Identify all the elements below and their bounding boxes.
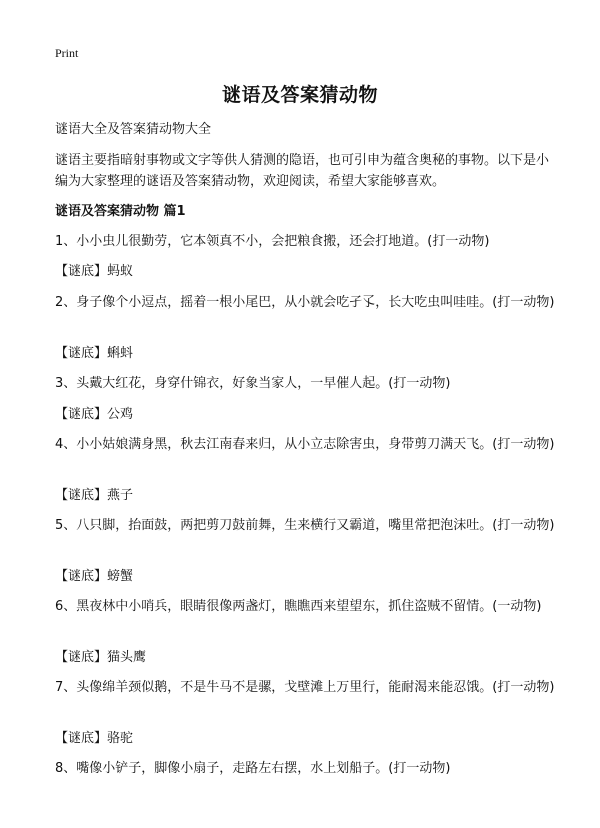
riddle-question: 2、身子像个小逗点，摇着一根小尾巴，从小就会吃孑孓，长大吃虫叫哇哇。(打一动物): [55, 295, 555, 310]
riddle-answer: 【谜底】骆驼: [55, 731, 134, 746]
riddle-answer: 【谜底】燕子: [55, 488, 134, 503]
page-title: 谜语及答案猜动物: [221, 84, 378, 106]
riddle-question: 1、小小虫儿很勤劳，它本领真不小，会把粮食搬，还会打地道。(打一动物): [55, 234, 490, 249]
riddle-question: 4、小小姑娘满身黑，秋去江南春来归，从小立志除害虫，身带剪刀满天飞。(打一动物): [55, 437, 555, 452]
riddle-answer: 【谜底】蝌蚪: [55, 346, 134, 361]
riddle-answer: 【谜底】公鸡: [55, 407, 134, 422]
riddle-question: 5、八只脚，抬面鼓，两把剪刀鼓前舞，生来横行又霸道，嘴里常把泡沫吐。(打一动物): [55, 518, 555, 533]
riddle-question: 7、头像绵羊颈似鹅，不是牛马不是骡，戈壁滩上万里行，能耐渴来能忍饿。(打一动物): [55, 680, 555, 695]
intro-paragraph: 谜语主要指暗射事物或文字等供人猜测的隐语，也可引申为蕴含奥秘的事物。以下是小编为大家整理的谜语及答案猜动物，欢迎阅读，希望大家能够喜欢。: [55, 153, 550, 189]
print-link[interactable]: Print: [55, 46, 79, 60]
section-heading: 谜语及答案猜动物 篇1: [55, 204, 186, 219]
riddle-answer: 【谜底】蚂蚁: [55, 264, 134, 279]
riddle-answer: 【谜底】猫头鹰: [55, 650, 147, 665]
riddle-question: 3、头戴大红花，身穿什锦衣，好象当家人，一早催人起。(打一动物): [55, 376, 451, 391]
riddle-question: 8、嘴像小铲子，脚像小扇子，走路左右摆，水上划船子。(打一动物): [55, 761, 451, 776]
riddle-question: 6、黑夜林中小哨兵，眼睛很像两盏灯，瞧瞧西来望望东，抓住盗贼不留情。(一动物): [55, 599, 542, 614]
document-subtitle: 谜语大全及答案猜动物大全: [55, 122, 212, 137]
riddle-answer: 【谜底】螃蟹: [55, 569, 134, 584]
